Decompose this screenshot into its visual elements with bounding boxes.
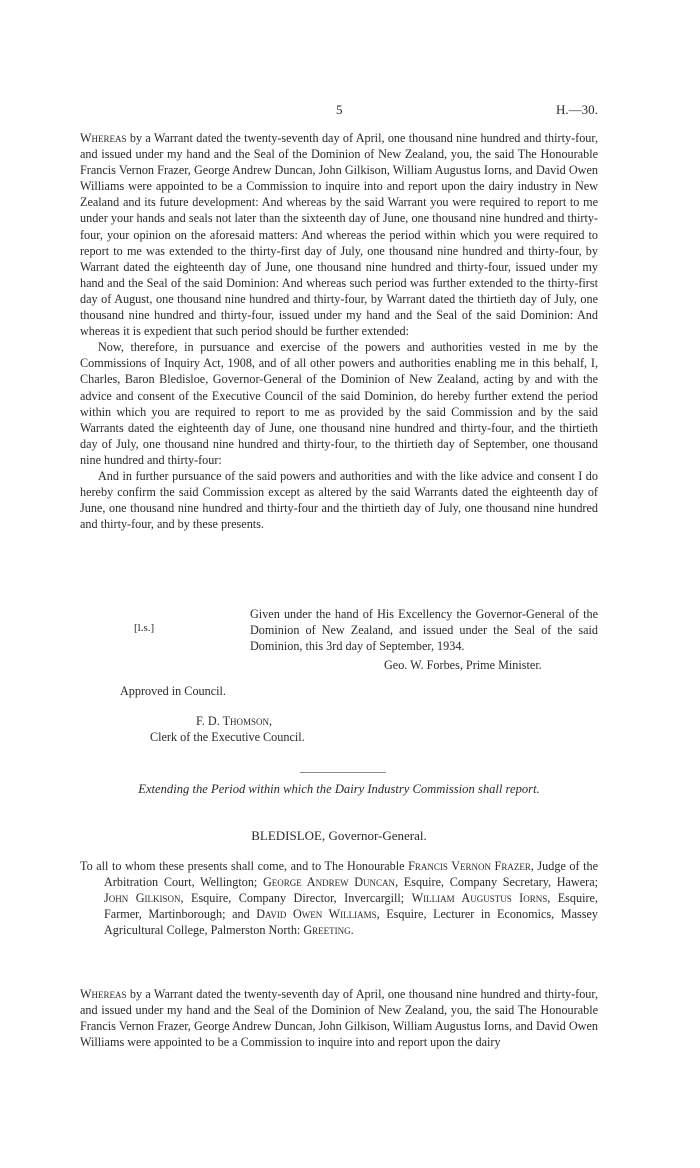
salutation-text: To all to whom these presents shall come, and to The Honourable	[80, 859, 409, 873]
clerk-name: F. D. Thomson,	[196, 714, 273, 728]
page-number: 5	[336, 102, 343, 117]
salutation-text: , Esquire, Farmer, Martinborough; and	[104, 891, 599, 922]
further-pursuance-paragraph: And in further pursuance of the said powers and authorities and with the like advice and consent I do hereby confirm the said Commission except as altered by the said Warrants dated the eighteenth day of June, one thousand nine hundred and thirty-four and the thirtieth day of July, one thousand nine hundred and thirty-four, and by these presents.	[80, 468, 598, 532]
order-title: Extending the Period within which the Dairy Industry Commission shall report.	[138, 782, 540, 796]
addressee-name: Francis Vernon Frazer	[408, 859, 531, 873]
second-whereas-paragraph	[80, 986, 598, 1050]
whereas-lead: Whereas	[80, 131, 127, 145]
salutation-text: .	[350, 923, 354, 938]
given-under-clause: Given under the hand of His Excellency the Governor-General of the Dominion of New Zealand, and issued under the Seal of the said Dominion, this 3rd day of September, 1934.	[250, 607, 598, 653]
seal-mark: [l.s.]	[134, 622, 155, 634]
whereas-text: by a Warrant dated the twenty-seventh day of April, one thousand nine hundred and thirty-four, and issued under my hand and the Seal of the Dominion of New Zealand, you, the said The Honourable Francis Vernon Frazer, George Andrew Duncan, John Gilkison, William Augustus Iorns, and David Owen Williams were appointed to be a Commission to inquire into and report upon the dairy industry in New Zealand and its future development: And whereas by the said Warrant you were required to report to me under your hands and seals not later than the sixteenth day of June, one thousand nine hundred and thirty-four, your opinion on the aforesaid matters: And whereas the period within which you were required to report to me was extended to the thirty-first day of July, one thousand nine hundred and thirty-four, by Warrant dated the eighteenth day of June, one thousand nine hundred and thirty-four, issued under my hand and the Seal of the said Dominion: And whereas such period was further extended to the thirty-first day of August, one thousand nine hundred and thirty-four, by Warrant dated the thirtieth day of July, one thousand nine hundred and thirty-four, issued under my hand and the Seal of the said Dominion: And whereas it is expedient that such period should be further extended:	[80, 131, 598, 339]
document-reference: H.—30.	[556, 102, 598, 117]
clerk-title: Clerk of the Executive Council.	[150, 730, 305, 744]
addressee-name: William Augustus Iorns	[411, 891, 548, 906]
addressee-name: John Gilkison	[104, 891, 181, 906]
addressee-name: George Andrew Duncan	[263, 875, 396, 890]
salutation-paragraph	[80, 858, 598, 938]
now-therefore-paragraph: Now, therefore, in pursuance and exercise of the powers and authorities vested in me by the Commissions of Inquiry Act, 1908, and of all other powers and authorities enabling me in this behalf, I, Charles, Baron Bledisloe, Governor-General of the Dominion of New Zealand, acting by and with the advice and consent of the Executive Council of the said Dominion, do hereby further extend the period within which you are required to report to me as provided by the said Commission and by the said Warrants dated the eighteenth day of June, one thousand nine hundred and thirty-four, and the thirtieth day of July, one thousand nine hundred and thirty-four, to the thirtieth day of September, one thousand nine hundred and thirty-four:	[80, 340, 598, 467]
whereas-lead: Whereas	[80, 987, 127, 1001]
addressee-name: David Owen Williams	[256, 907, 377, 922]
salutation-text: , Esquire, Lecturer in Economics, Massey Agricultural College, Palmerston North:	[104, 907, 598, 938]
governor-general-heading: BLEDISLOE, Governor-General.	[251, 828, 427, 843]
whereas-paragraph	[80, 130, 598, 339]
salutation-text: , Judge of the Arbitration Court, Wellington;	[104, 859, 598, 890]
salutation-text: , Esquire, Company Director, Invercargill;	[180, 891, 412, 906]
salutation-text: , Esquire, Company Secretary, Hawera;	[395, 875, 598, 890]
whereas-text: by a Warrant dated the twenty-seventh day of April, one thousand nine hundred and thirty-four, and issued under my hand and the Seal of the Dominion of New Zealand, you, the said The Honourable Francis Vernon Frazer, George Andrew Duncan, John Gilkison, William Augustus Iorns, and David Owen Williams were appointed to be a Commission to inquire into and report upon the dairy	[80, 987, 598, 1050]
addressee-name: Greeting	[303, 923, 351, 938]
section-divider	[300, 772, 386, 773]
prime-minister-signature: Geo. W. Forbes, Prime Minister.	[384, 658, 542, 672]
first-order-body	[80, 130, 598, 532]
approved-in-council: Approved in Council.	[120, 684, 226, 698]
